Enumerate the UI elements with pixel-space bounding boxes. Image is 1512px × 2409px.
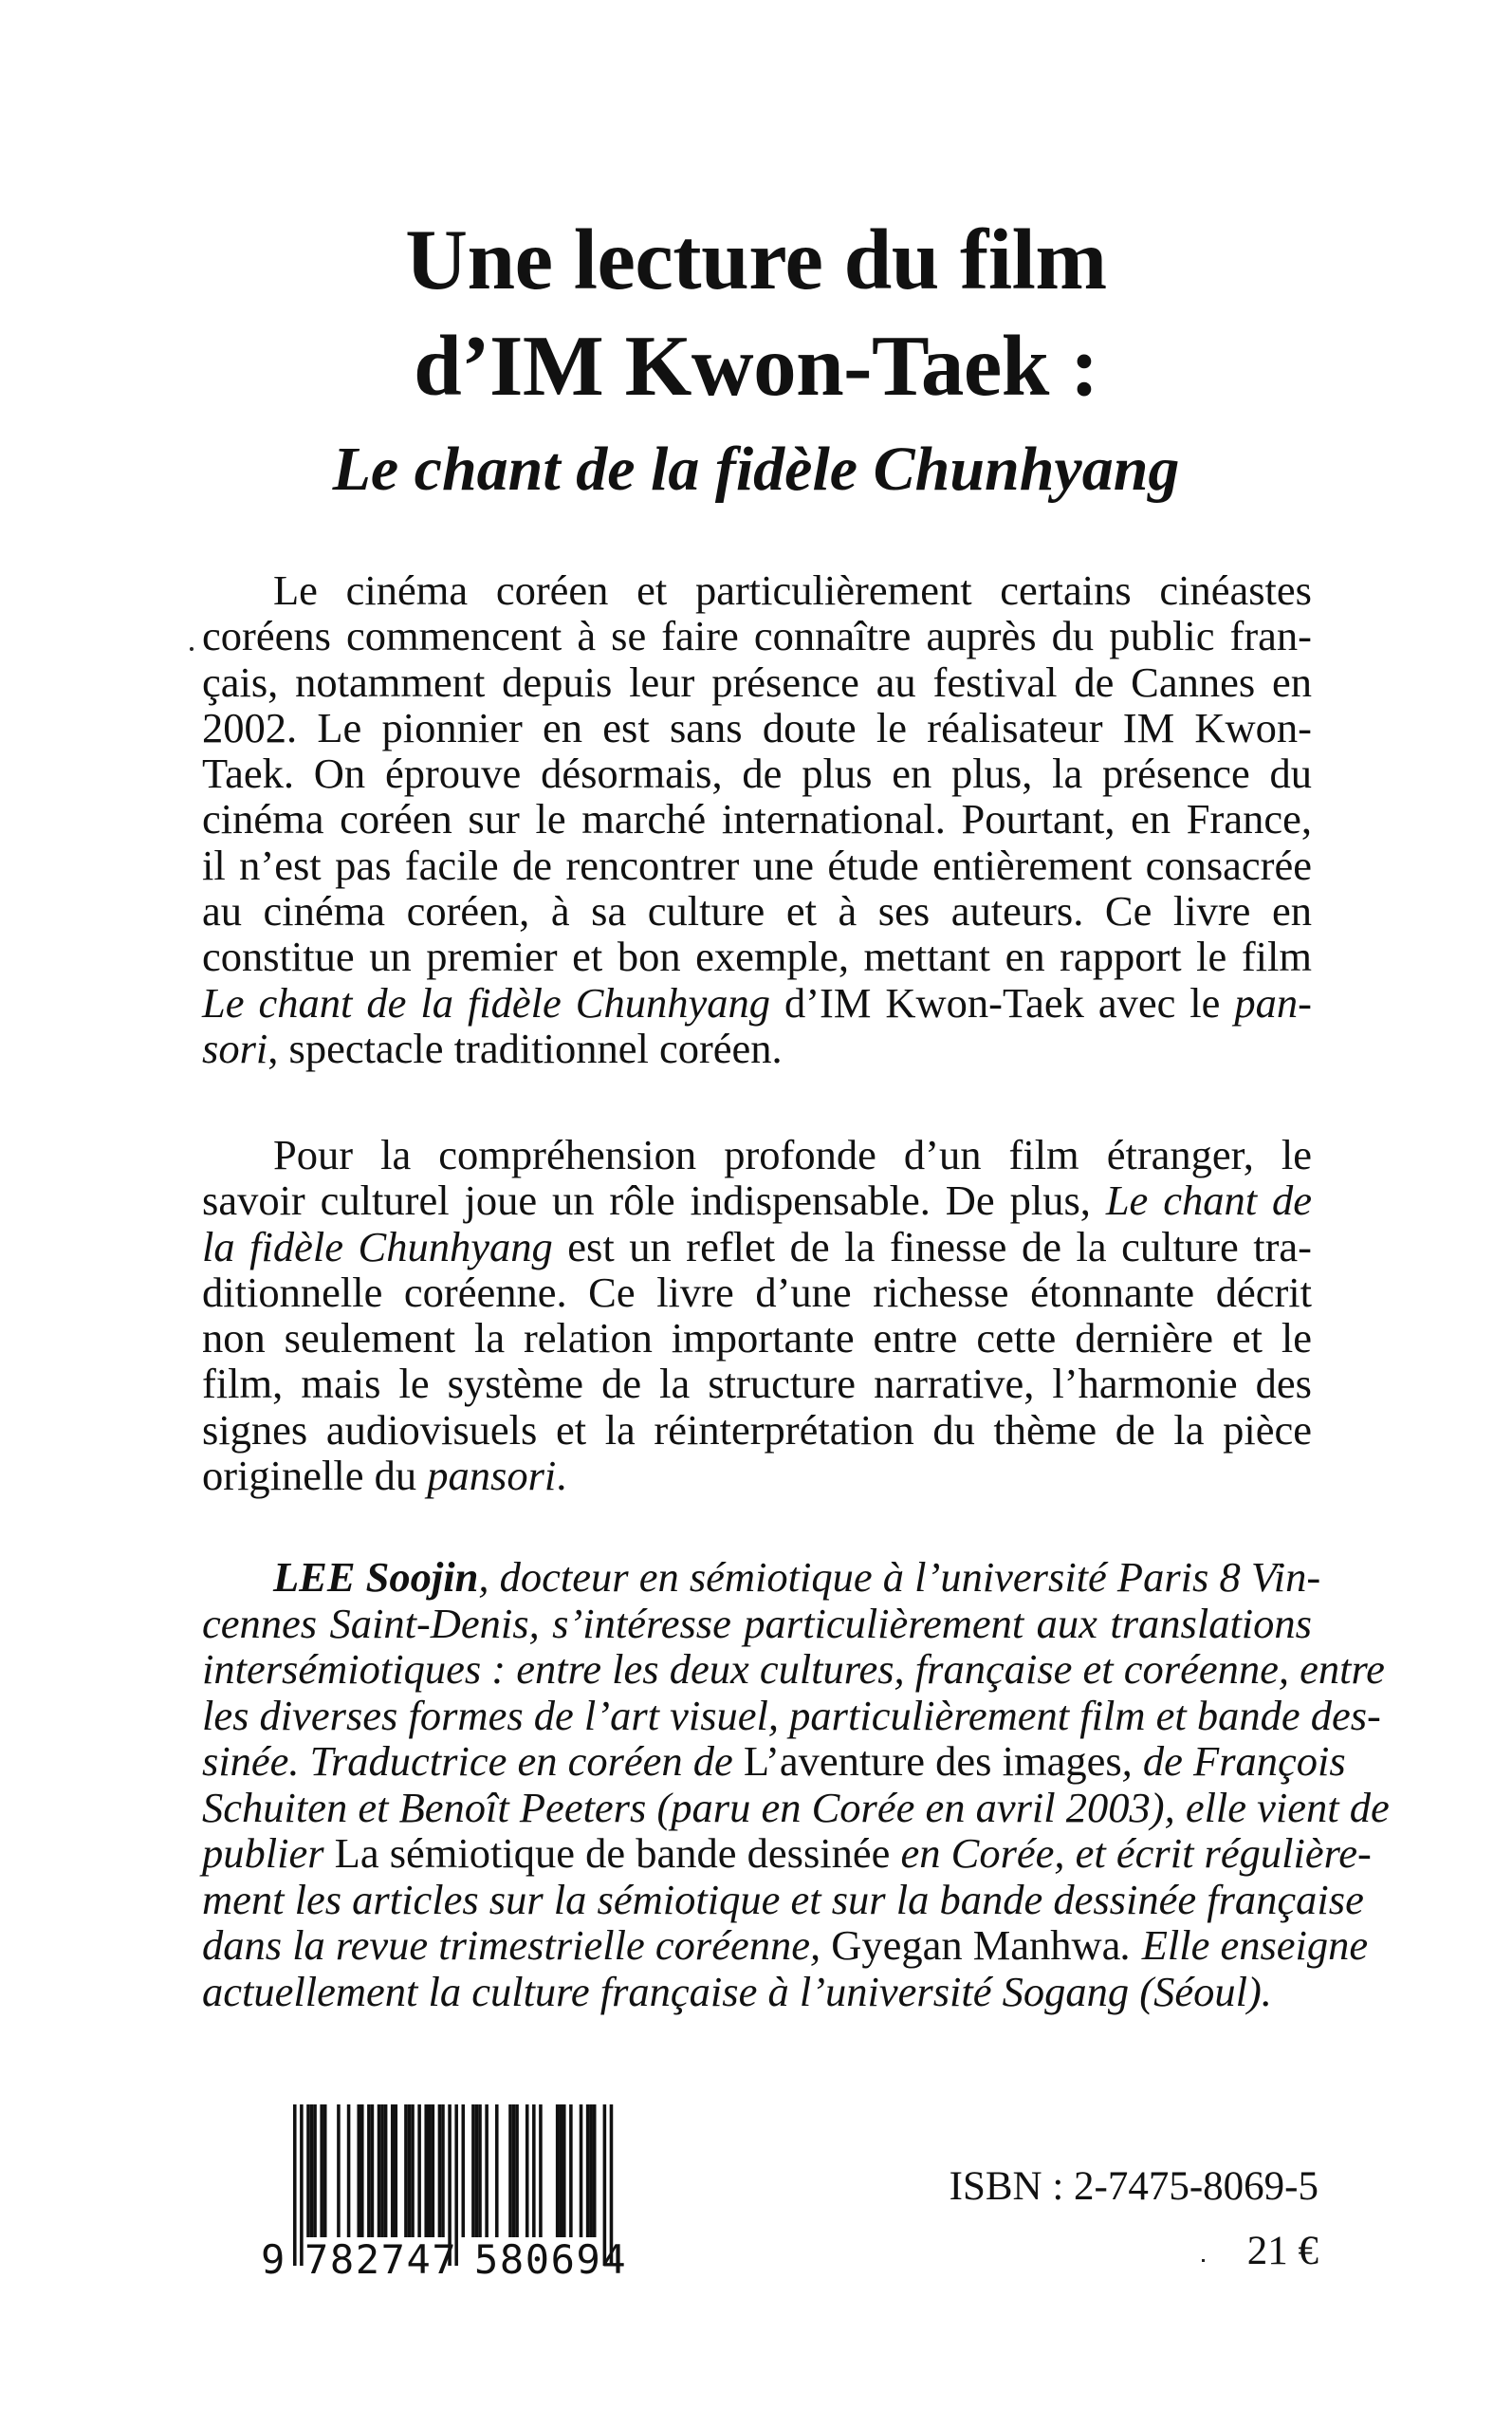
paragraph-line: savoir culturel joue un rôle indispensable. De plus, Le chant de [202, 1177, 1313, 1225]
book-title-roman: La sémiotique de bande dessinée [334, 1829, 891, 1877]
barcode-bar [562, 2104, 566, 2237]
paragraph-line: la fidèle Chunhyang est un reflet de la finesse de la culture tra- [202, 1222, 1312, 1270]
paragraph-line: Le cinéma coréen et particulièrement certains cinéastes [273, 566, 1312, 614]
book-title-line-2: d’IM Kwon-Taek : [414, 318, 1098, 414]
barcode-graphic [255, 2104, 643, 2280]
paragraph-line: il n’est pas facile de rencontrer une étude entièrement consacrée [202, 841, 1312, 889]
book-subtitle: Le chant de la fidèle Chunhyang [332, 435, 1180, 504]
barcode-bar [441, 2104, 445, 2237]
barcode-digit-first: 9 [261, 2236, 286, 2280]
barcode-bar [360, 2104, 364, 2237]
barcode-bar [395, 2104, 398, 2237]
bio-line: ment les articles sur la sémiotique et sur la bande dessinée française [202, 1875, 1364, 1923]
paragraph-line: signes audiovisuels et la réinterprétation du thème de la pièce [202, 1405, 1312, 1454]
barcode-bar [569, 2104, 573, 2237]
barcode-bar [320, 2104, 323, 2237]
barcode-bar [539, 2104, 543, 2237]
barcode-bar [580, 2104, 583, 2237]
isbn-number: ISBN : 2-7475-8069-5 [949, 2164, 1318, 2209]
pansori-italic: pan- [1234, 978, 1312, 1027]
stray-dot-mark [1202, 2259, 1205, 2262]
barcode-bar [310, 2104, 314, 2237]
barcode-bar [337, 2104, 341, 2237]
paragraph-line: cinéma coréen sur le marché international. Pourtant, en France, [202, 795, 1312, 843]
barcode-bar [424, 2104, 428, 2237]
barcode-bar [313, 2104, 317, 2237]
barcode-bar [475, 2104, 479, 2237]
barcode-bar [556, 2104, 560, 2237]
barcode-bar [515, 2104, 519, 2237]
barcode-bar [357, 2104, 360, 2237]
bio-line: dans la revue trimestrielle coréenne, Gyegan Manhwa. Elle enseigne [202, 1921, 1369, 1969]
barcode-bar [586, 2104, 590, 2237]
barcode-bar [432, 2104, 435, 2237]
barcode-bar [593, 2104, 597, 2237]
paragraph-line: film, mais le système de la structure narrative, l’harmonie des [202, 1360, 1312, 1408]
paragraph-line: coréens commencent à se faire connaître auprès du public fran- [202, 612, 1312, 660]
barcode-bar [428, 2104, 432, 2237]
barcode-digits-group-1: 782747 [304, 2236, 458, 2280]
barcode-bar [495, 2104, 499, 2237]
paragraph-line: au cinéma coréen, à sa culture et à ses auteurs. Ce livre en [202, 887, 1312, 936]
bio-line: Schuiten et Benoît Peeters (paru en Corée en avril 2003), elle vient de [202, 1783, 1390, 1831]
paragraph-line: Le chant de la fidèle Chunhyang d’IM Kwon-Taek avec le pan- [202, 978, 1312, 1027]
paragraph-line: sori, spectacle traditionnel coréen. [202, 1024, 783, 1072]
barcode-bar [589, 2104, 593, 2237]
barcode-bar [471, 2104, 475, 2237]
barcode-bar [438, 2104, 442, 2237]
barcode-bar [347, 2104, 351, 2237]
ean-barcode [255, 2104, 643, 2280]
price: 21 € [1246, 2229, 1318, 2273]
bio-line: les diverses formes de l’art visuel, particulièrement film et bande des- [202, 1691, 1381, 1739]
barcode-bar [384, 2104, 388, 2237]
summary-paragraph-2 [202, 1132, 1312, 1498]
paragraph-line: çais, notamment depuis leur présence au festival de Cannes en [202, 658, 1312, 706]
barcode-bar [404, 2104, 408, 2237]
paragraph-line: ditionnelle coréenne. Ce livre d’une richesse étonnante décrit [202, 1268, 1312, 1316]
barcode-bar [411, 2104, 415, 2237]
barcode-bar [478, 2104, 482, 2237]
bio-line: actuellement la culture française à l’université Sogang (Séoul). [202, 1967, 1272, 2015]
bio-line: sinée. Traductrice en coréen de L’aventure des images, de François [202, 1737, 1346, 1785]
barcode-bar [300, 2104, 304, 2266]
barcode-digits-group-2: 580694 [474, 2236, 628, 2280]
pansori-italic: sori [202, 1024, 268, 1072]
barcode-bar [391, 2104, 395, 2237]
barcode-bar [532, 2104, 536, 2237]
barcode-bar [417, 2104, 421, 2237]
barcode-bar [526, 2104, 529, 2237]
barcode-bar [559, 2104, 562, 2237]
barcode-bar [512, 2104, 516, 2237]
barcode-bar [367, 2104, 371, 2237]
bio-line: cennes Saint-Denis, s’intéresse particulièrement aux translations [202, 1599, 1312, 1647]
summary-paragraph-1 [202, 567, 1312, 1071]
bio-line: publier La sémiotique de bande dessinée en Corée, et écrit régulière- [202, 1829, 1372, 1877]
pansori-italic: pansori [427, 1452, 557, 1500]
barcode-bar [408, 2104, 412, 2237]
film-title-italic: Le chant de la fidèle Chunhyang [202, 978, 770, 1027]
paragraph-line: 2002. Le pionnier en est sans doute le réalisateur IM Kwon- [202, 703, 1312, 751]
barcode-bar [462, 2104, 466, 2237]
film-title-italic: la fidèle Chunhyang [202, 1222, 553, 1270]
paragraph-line: non seulement la relation importante entre cette dernière et le [202, 1314, 1312, 1362]
paragraph-line: originelle du pansori. [202, 1452, 567, 1500]
barcode-bar [306, 2104, 310, 2237]
magazine-title-roman: Gyegan Manhwa [831, 1921, 1121, 1969]
barcode-bar [293, 2104, 297, 2266]
paragraph-line: Pour la compréhension profonde d’un film étranger, le [273, 1131, 1312, 1178]
barcode-bar [508, 2104, 512, 2237]
barcode-bar [380, 2104, 384, 2237]
paragraph-line: constitue un premier et bon exemple, mettant en rapport le film [202, 933, 1312, 981]
barcode-bar [371, 2104, 375, 2237]
author-name: LEE Soojin [273, 1553, 479, 1601]
bio-line: LEE Soojin, docteur en sémiotique à l’université Paris 8 Vin- [273, 1553, 1321, 1601]
bio-line: intersémiotiques : entre les deux cultures, française et coréenne, entre [202, 1645, 1385, 1693]
stray-dot-mark [190, 647, 194, 651]
author-biography [202, 1553, 1390, 2015]
book-title-roman: L’aventure des images [743, 1737, 1122, 1785]
barcode-bar [485, 2104, 489, 2237]
film-title-italic: Le chant de [1105, 1177, 1313, 1225]
barcode-bar [323, 2104, 327, 2237]
paragraph-line: Taek. On éprouve désormais, de plus en plus, la présence du [202, 750, 1312, 798]
barcode-bar [378, 2104, 381, 2237]
book-title-line-1: Une lecture du film [405, 212, 1107, 307]
